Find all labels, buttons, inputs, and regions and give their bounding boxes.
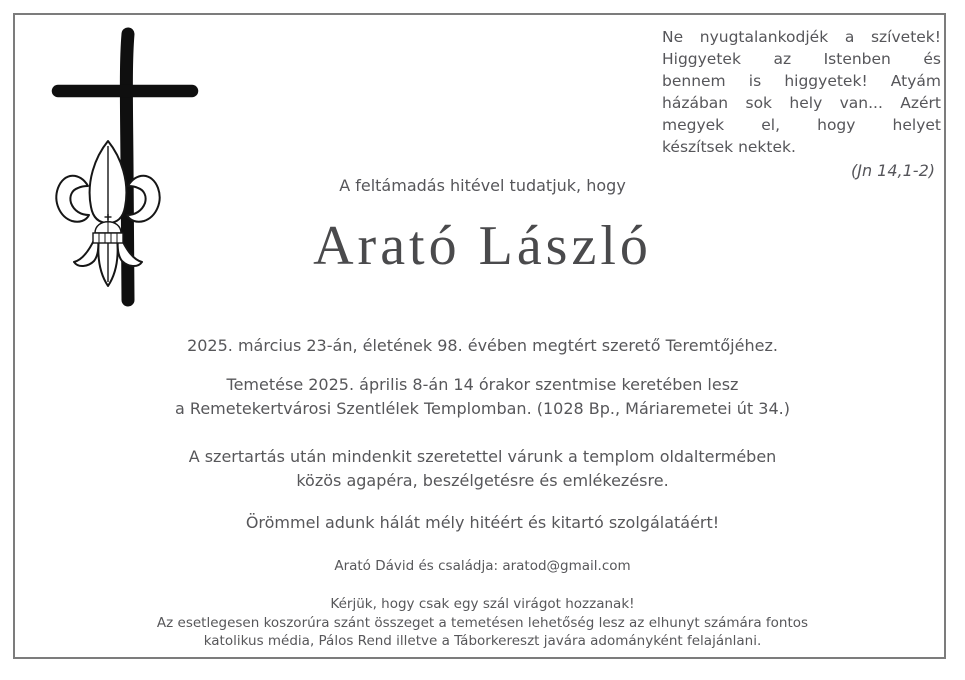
passing-paragraph: 2025. március 23-án, életének 98. évében megtért szerető Teremtőjéhez. (187, 336, 778, 355)
funeral-paragraph (0, 373, 965, 421)
funeral-line: Temetése 2025. április 8-án 14 órakor szentmise keretében lesz (226, 375, 739, 394)
contact-line: Arató Dávid és családja: aratod@gmail.com (334, 558, 631, 574)
reception-line: A szertartás után mindenkit szeretettel várunk a templom oldaltermében (188, 447, 777, 466)
scripture-line: házában sok hely van... Azért (662, 94, 941, 112)
scripture-line: Higgyetek az Istenben és (662, 50, 941, 68)
donation-paragraph (0, 595, 965, 651)
deceased-name: Arató László (313, 215, 652, 277)
donation-line: Az esetlegesen koszorúra szánt összeget a temetésen lehetőség lesz az elhunyt számára fontos (156, 614, 809, 631)
scripture-line: Ne nyugtalankodjék a szívetek! (662, 28, 941, 46)
scripture-line: készítsek nektek. (662, 138, 796, 156)
donation-line: katolikus média, Pálos Rend illetve a Táborkereszt javára adományként felajánlani. (203, 633, 762, 649)
scripture-citation: (Jn 14,1-2) (850, 161, 935, 180)
scripture-line: megyek el, hogy helyet (662, 116, 941, 134)
announcement-intro: A feltámadás hitével tudatjuk, hogy (339, 176, 626, 195)
funeral-line: a Remetekertvárosi Szentlélek Templomban. (1028 Bp., Máriaremetei út 34.) (175, 399, 790, 418)
donation-line: Kérjük, hogy csak egy szál virágot hozzanak! (330, 596, 635, 612)
scripture-quote (662, 26, 941, 158)
scripture-line: bennem is higgyetek! Atyám (662, 72, 941, 90)
gratitude-paragraph: Örömmel adunk hálát mély hitéért és kitartó szolgálatáért! (245, 513, 720, 532)
reception-paragraph (0, 445, 965, 493)
reception-line: közös agapéra, beszélgetésre és emlékezésre. (296, 471, 669, 490)
